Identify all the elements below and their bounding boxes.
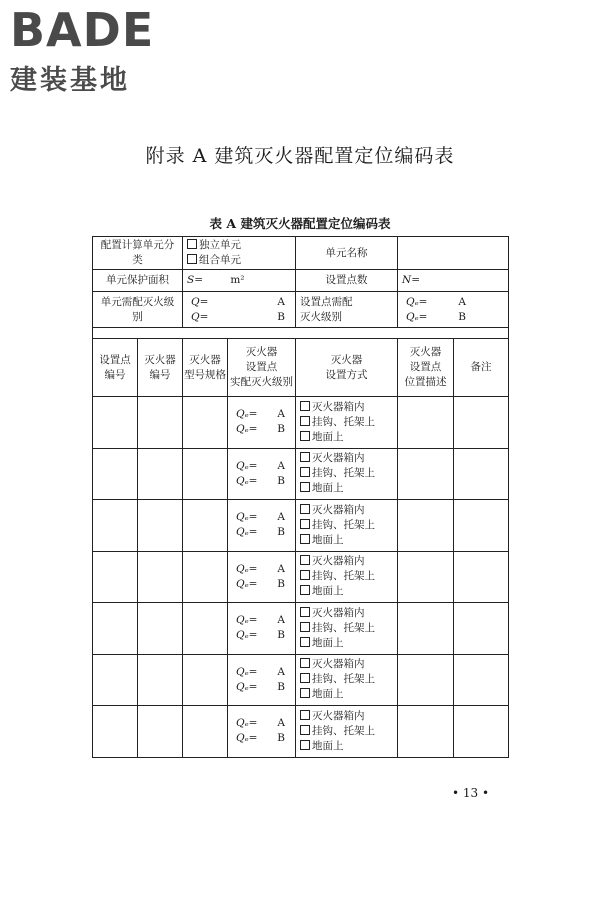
checkbox-icon — [300, 401, 310, 411]
method-option-ground: 地面上 — [300, 481, 393, 496]
actual-level-cell: Qₑ= A Qₑ= B — [228, 654, 296, 706]
extinguisher-number-cell — [138, 551, 183, 603]
point-required-label: 设置点需配 灭火级别 — [296, 292, 398, 328]
checkbox-icon — [300, 607, 310, 617]
col-point-number: 设置点 编号 — [93, 339, 138, 397]
checkbox-icon — [300, 710, 310, 720]
model-spec-cell — [183, 706, 228, 758]
checkbox-icon — [300, 637, 310, 647]
location-description-cell — [398, 397, 454, 449]
point-number-cell — [93, 397, 138, 449]
option-combined-unit: 组合单元 — [187, 253, 291, 268]
table-body — [93, 397, 509, 758]
checkbox-icon — [300, 467, 310, 477]
method-option-hook: 挂钩、托架上 — [300, 518, 393, 533]
extinguisher-number-cell — [138, 603, 183, 655]
checkbox-icon — [300, 658, 310, 668]
method-option-ground: 地面上 — [300, 687, 393, 702]
unit-category-options — [183, 237, 296, 270]
actual-level-cell: Qₑ= A Qₑ= B — [228, 706, 296, 758]
col-model-spec: 灭火器 型号规格 — [183, 339, 228, 397]
extinguisher-number-cell — [138, 397, 183, 449]
model-spec-cell — [183, 654, 228, 706]
location-description-cell — [398, 500, 454, 552]
location-description-cell — [398, 551, 454, 603]
method-option-hook: 挂钩、托架上 — [300, 569, 393, 584]
remarks-cell — [454, 397, 509, 449]
location-description-cell — [398, 448, 454, 500]
remarks-cell — [454, 654, 509, 706]
required-level-label: 单元需配灭火级别 — [93, 292, 183, 328]
actual-level-cell: Qₑ= A Qₑ= B — [228, 551, 296, 603]
document-title: 附录 A 建筑灭火器配置定位编码表 — [145, 145, 455, 167]
unit-name-label: 单元名称 — [296, 237, 398, 270]
checkbox-icon — [300, 452, 310, 462]
col-extinguisher-number: 灭火器 编号 — [138, 339, 183, 397]
setting-method-cell — [296, 448, 398, 500]
checkbox-icon — [300, 482, 310, 492]
protection-area-unit: m² — [230, 274, 245, 286]
spacer-row — [93, 328, 509, 339]
method-option-hook: 挂钩、托架上 — [300, 621, 393, 636]
remarks-cell — [454, 706, 509, 758]
model-spec-cell — [183, 551, 228, 603]
table-row — [93, 603, 509, 655]
method-option-box: 灭火器箱内 — [300, 400, 393, 415]
table-row — [93, 397, 509, 449]
actual-level-cell: Qₑ= A Qₑ= B — [228, 397, 296, 449]
remarks-cell — [454, 603, 509, 655]
checkbox-icon — [300, 504, 310, 514]
protection-area-cell — [183, 270, 296, 292]
table-row — [93, 500, 509, 552]
location-description-cell — [398, 603, 454, 655]
checkbox-icon — [187, 254, 197, 264]
checkbox-icon — [300, 622, 310, 632]
checkbox-icon — [300, 431, 310, 441]
setting-method-cell — [296, 706, 398, 758]
checkbox-icon — [300, 585, 310, 595]
method-option-box: 灭火器箱内 — [300, 709, 393, 724]
setting-method-cell — [296, 551, 398, 603]
col-actual-level: 灭火器 设置点 实配灭火级别 — [228, 339, 296, 397]
point-number-cell — [93, 500, 138, 552]
table-row — [93, 654, 509, 706]
setting-method-cell — [296, 397, 398, 449]
model-spec-cell — [183, 448, 228, 500]
extinguisher-number-cell — [138, 448, 183, 500]
brand-logo — [10, 3, 155, 97]
location-description-cell — [398, 706, 454, 758]
remarks-cell — [454, 500, 509, 552]
remarks-cell — [454, 448, 509, 500]
unit-name-value — [398, 237, 509, 270]
column-header-row — [93, 339, 509, 397]
method-option-box: 灭火器箱内 — [300, 451, 393, 466]
brand-wordmark: BADE — [10, 3, 155, 57]
header-row-category — [93, 237, 509, 270]
method-option-ground: 地面上 — [300, 584, 393, 599]
protection-area-label: 单元保护面积 — [93, 270, 183, 292]
table-title: 表 A 建筑灭火器配置定位编码表 — [209, 216, 391, 231]
actual-level-cell: Qₑ= A Qₑ= B — [228, 500, 296, 552]
table-row — [93, 551, 509, 603]
coding-table — [92, 236, 509, 758]
checkbox-icon — [300, 688, 310, 698]
checkbox-icon — [300, 725, 310, 735]
location-description-cell — [398, 654, 454, 706]
set-points-label: 设置点数 — [296, 270, 398, 292]
actual-level-cell: Qₑ= A Qₑ= B — [228, 603, 296, 655]
checkbox-icon — [300, 570, 310, 580]
extinguisher-number-cell — [138, 500, 183, 552]
set-points-value: N= — [398, 270, 509, 292]
checkbox-icon — [300, 534, 310, 544]
col-location-description: 灭火器 设置点 位置描述 — [398, 339, 454, 397]
checkbox-icon — [300, 519, 310, 529]
checkbox-icon — [300, 416, 310, 426]
point-number-cell — [93, 448, 138, 500]
setting-method-cell — [296, 500, 398, 552]
table-row — [93, 706, 509, 758]
point-number-cell — [93, 551, 138, 603]
table-row — [93, 448, 509, 500]
method-option-ground: 地面上 — [300, 739, 393, 754]
method-option-ground: 地面上 — [300, 430, 393, 445]
required-level-values: Q= A Q= B — [183, 292, 296, 328]
method-option-box: 灭火器箱内 — [300, 503, 393, 518]
point-number-cell — [93, 654, 138, 706]
col-setting-method: 灭火器 设置方式 — [296, 339, 398, 397]
method-option-ground: 地面上 — [300, 636, 393, 651]
page-number: • 13 • — [452, 786, 490, 800]
unit-category-label: 配置计算单元分类 — [93, 237, 183, 270]
header-row-level — [93, 292, 509, 328]
header-row-area — [93, 270, 509, 292]
checkbox-icon — [300, 740, 310, 750]
setting-method-cell — [296, 654, 398, 706]
method-option-box: 灭火器箱内 — [300, 554, 393, 569]
col-remarks: 备注 — [454, 339, 509, 397]
checkbox-icon — [187, 239, 197, 249]
checkbox-icon — [300, 673, 310, 683]
method-option-box: 灭火器箱内 — [300, 606, 393, 621]
method-option-ground: 地面上 — [300, 533, 393, 548]
point-number-cell — [93, 706, 138, 758]
brand-subtitle: 建装基地 — [10, 65, 130, 96]
point-required-values: Qₑ= A Qₑ= B — [398, 292, 509, 328]
model-spec-cell — [183, 500, 228, 552]
option-independent-unit: 独立单元 — [187, 238, 291, 253]
checkbox-icon — [300, 555, 310, 565]
extinguisher-number-cell — [138, 706, 183, 758]
method-option-hook: 挂钩、托架上 — [300, 415, 393, 430]
method-option-box: 灭火器箱内 — [300, 657, 393, 672]
protection-area-value: S= — [187, 274, 203, 286]
method-option-hook: 挂钩、托架上 — [300, 672, 393, 687]
setting-method-cell — [296, 603, 398, 655]
model-spec-cell — [183, 397, 228, 449]
method-option-hook: 挂钩、托架上 — [300, 724, 393, 739]
actual-level-cell: Qₑ= A Qₑ= B — [228, 448, 296, 500]
extinguisher-number-cell — [138, 654, 183, 706]
method-option-hook: 挂钩、托架上 — [300, 466, 393, 481]
model-spec-cell — [183, 603, 228, 655]
remarks-cell — [454, 551, 509, 603]
point-number-cell — [93, 603, 138, 655]
